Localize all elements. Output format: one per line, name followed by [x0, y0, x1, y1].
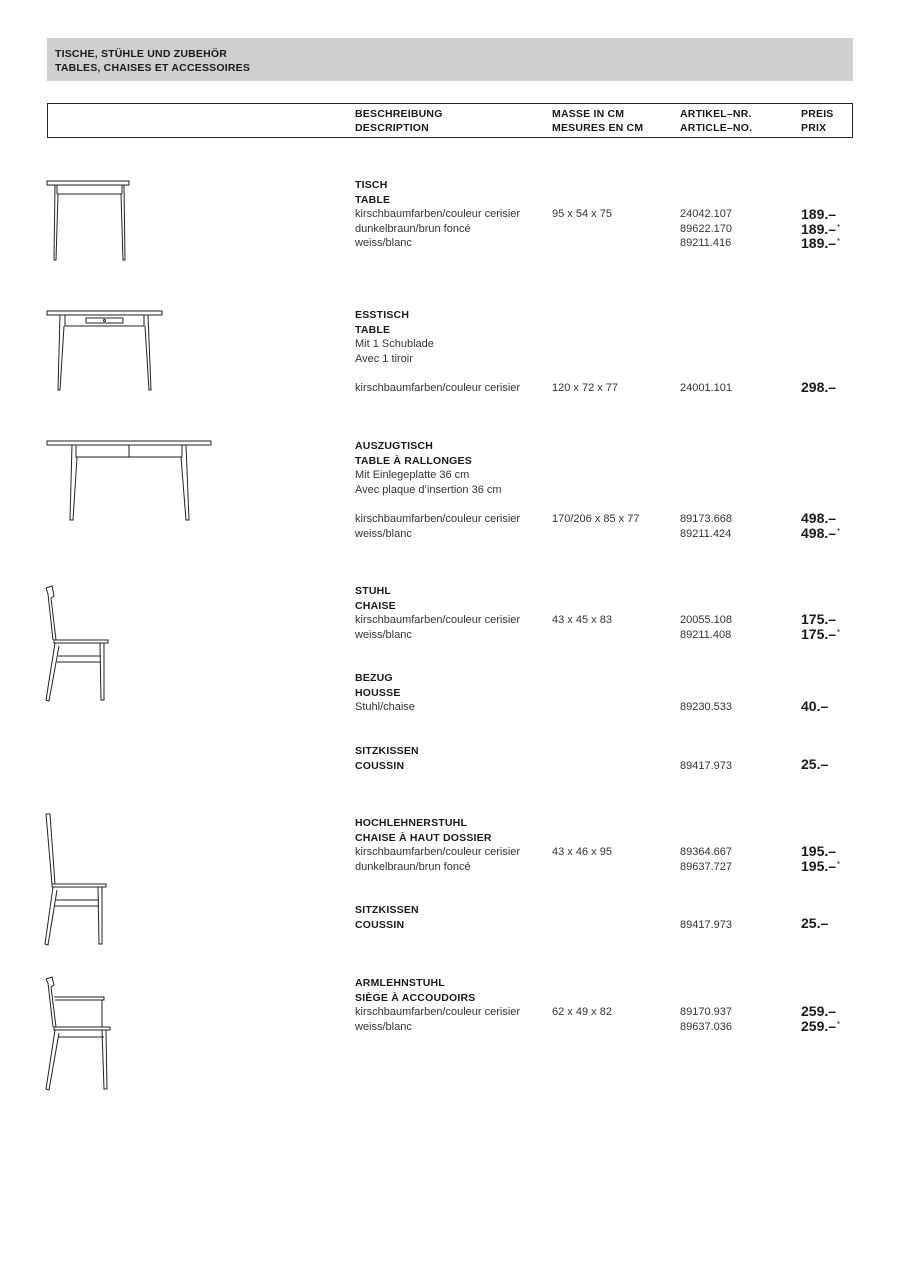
variant-price: 189.–*: [801, 220, 841, 237]
variant-article: 24001.101: [680, 382, 732, 394]
variant-article: 89170.937: [680, 1006, 732, 1018]
product-name-fr: CHAISE À HAUT DOSSIER: [355, 831, 492, 844]
column-description-fr: DESCRIPTION: [355, 122, 429, 134]
variant-size: 62 x 49 x 82: [552, 1006, 612, 1018]
section-header: [47, 38, 853, 81]
variant-description: weiss/blanc: [355, 628, 412, 641]
variant-price: 195.–: [801, 843, 837, 859]
table-illustration: [40, 178, 140, 264]
variant-description: weiss/blanc: [355, 237, 412, 249]
product-name-fr: SIÈGE À ACCOUDOIRS: [355, 991, 476, 1004]
section-title-fr: TABLES, CHAISES ET ACCESSOIRES: [55, 62, 251, 74]
variant-article: 89364.667: [680, 846, 732, 858]
product-name-fr: TABLE: [355, 323, 391, 336]
product-name-fr: TABLE: [355, 193, 391, 206]
variant-description: kirschbaumfarben/couleur cerisier: [355, 846, 521, 858]
product-name-de: BEZUG: [355, 672, 393, 684]
variant-article: 89622.170: [680, 222, 732, 235]
variant-description: weiss/blanc: [355, 527, 412, 540]
dining-table-illustration: [40, 308, 170, 394]
product-name-de: ARMLEHNSTUHL: [355, 977, 445, 989]
variant-price: 40.–: [801, 698, 829, 714]
variant-description: kirschbaumfarben/couleur cerisier: [355, 614, 521, 626]
column-price: [801, 107, 834, 135]
variant-description: Stuhl/chaise: [355, 701, 415, 713]
variant-size: 43 x 45 x 83: [552, 614, 612, 626]
product-name-de: SITZKISSEN: [355, 904, 419, 916]
variant-article: 89230.533: [680, 701, 732, 713]
variant-article: 89211.408: [680, 628, 732, 641]
column-description-de: BESCHREIBUNG: [355, 108, 443, 120]
variant-price: 175.–*: [801, 625, 841, 642]
armchair-illustration: [40, 975, 120, 1095]
variant-description: kirschbaumfarben/couleur cerisier: [355, 382, 521, 394]
variant-description: kirschbaumfarben/couleur cerisier: [355, 208, 521, 220]
variant-size: 120 x 72 x 77: [552, 382, 619, 394]
variant-size: 95 x 54 x 75: [552, 208, 612, 220]
variant-article: 89637.036: [680, 1020, 732, 1033]
product-name-de: TISCH: [355, 179, 388, 191]
product-name-de: SITZKISSEN: [355, 745, 419, 757]
chair-illustration: [40, 584, 120, 704]
product-note: Mit 1 Schublade: [355, 338, 434, 350]
variant-price: 498.–*: [801, 524, 841, 541]
column-article-fr: ARTICLE–NO.: [680, 122, 753, 134]
product-name-fr: CHAISE: [355, 599, 396, 612]
variant-size: 170/206 x 85 x 77: [552, 513, 640, 525]
product-name-de: HOCHLEHNERSTUHL: [355, 817, 468, 829]
product-name-fr: TABLE À RALLONGES: [355, 454, 472, 467]
column-size-de: MASSE IN CM: [552, 108, 625, 120]
product-note: Avec plaque d’insertion 36 cm: [355, 483, 502, 496]
variant-article: 89211.416: [680, 237, 732, 249]
product-name-fr: HOUSSE: [355, 686, 401, 699]
high-back-chair-illustration: [40, 812, 120, 948]
variant-description: dunkelbraun/brun foncé: [355, 860, 471, 873]
column-price-de: PREIS: [801, 108, 834, 120]
variant-description: weiss/blanc: [355, 1020, 412, 1033]
column-article: [680, 107, 752, 135]
product-note: Mit Einlegeplatte 36 cm: [355, 469, 470, 481]
column-size: [552, 107, 643, 135]
column-price-fr: PRIX: [801, 122, 827, 134]
extension-table-illustration: [40, 438, 220, 524]
variant-size: 43 x 46 x 95: [552, 846, 612, 858]
variant-price: 25.–: [801, 756, 829, 772]
column-description: [355, 107, 443, 135]
variant-price: 189.–: [801, 206, 837, 222]
product-note: Avec 1 tiroir: [355, 352, 413, 365]
variant-price: 259.–*: [801, 1017, 841, 1034]
section-title-de: TISCHE, STÜHLE UND ZUBEHÖR: [55, 48, 228, 60]
column-size-fr: MESURES EN CM: [552, 122, 644, 134]
product-name-fr: COUSSIN: [355, 918, 405, 931]
variant-price: 189.–*: [801, 235, 841, 251]
product-name-de: AUSZUGTISCH: [355, 440, 434, 452]
variant-price: 259.–: [801, 1003, 837, 1019]
product-name-de: ESSTISCH: [355, 309, 410, 321]
variant-article: 89173.668: [680, 513, 732, 525]
variant-article: 89637.727: [680, 860, 732, 873]
variant-price: 498.–: [801, 510, 837, 526]
variant-description: kirschbaumfarben/couleur cerisier: [355, 513, 521, 525]
product-name-de: STUHL: [355, 585, 391, 597]
variant-description: kirschbaumfarben/couleur cerisier: [355, 1006, 521, 1018]
variant-article: 20055.108: [680, 614, 732, 626]
variant-price: 175.–: [801, 611, 837, 627]
variant-price: 195.–*: [801, 857, 841, 874]
variant-article: 89417.973: [680, 919, 732, 931]
variant-price: 298.–: [801, 379, 837, 395]
variant-price: 25.–: [801, 915, 829, 931]
column-header-row: [47, 103, 853, 138]
variant-article: 89417.973: [680, 760, 732, 772]
variant-description: dunkelbraun/brun foncé: [355, 222, 471, 235]
product-name-fr: COUSSIN: [355, 759, 405, 772]
variant-article: 89211.424: [680, 527, 732, 540]
column-article-de: ARTIKEL–NR.: [680, 108, 752, 120]
variant-article: 24042.107: [680, 208, 732, 220]
